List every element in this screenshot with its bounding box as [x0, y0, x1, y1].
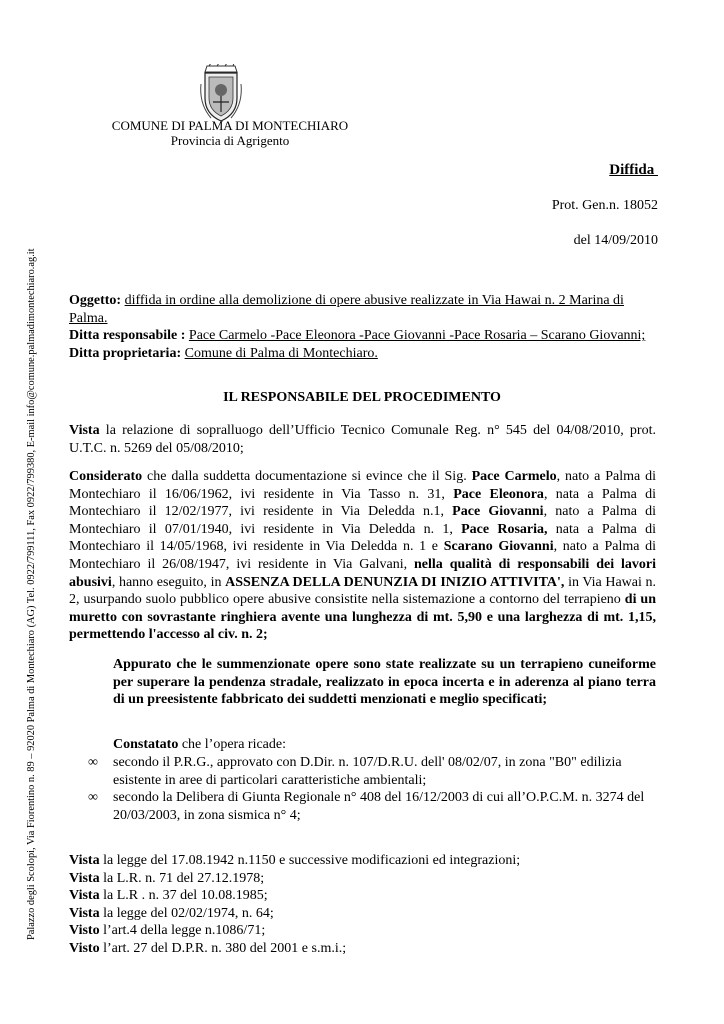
ditta-proprietaria-text: Comune di Palma di Montechiaro. — [184, 345, 378, 361]
provincia-name: Provincia di Agrigento — [170, 133, 290, 148]
person-name: Pace Eleonora — [453, 486, 544, 502]
ditta-proprietaria-label: Ditta proprietaria: — [69, 345, 182, 361]
list-item — [69, 852, 656, 870]
list-item — [69, 887, 656, 905]
vista-relazione-text: la relazione di sopralluogo dell’Ufficio Tecnico Comunale Reg. n° 545 del 04/08/2010, prot. U.T.C. n. 5269 del 05/08/2010; — [69, 423, 656, 456]
visto-label: Visto — [69, 940, 100, 956]
vista-label: Vista — [69, 423, 100, 438]
list-item — [69, 905, 656, 923]
visto-label: Vista — [69, 870, 100, 886]
appurato-paragraph: Appurato che le summenzionate opere sono state realizzate su un terrapieno cuneiforme per superare la pendenza stradale, realizzato in epoca incerta e in aderenza al piano terra di un preesistente fabbricato dei suddetti menzionati e meglio specificati; — [113, 657, 656, 708]
considerato-text: , nata a Palma di Montechiaro il 12/02/1977, ivi residente in Via Deledda n.1, — [69, 486, 657, 520]
visto-text: la L.R . n. 37 del 10.08.1985; — [99, 888, 268, 904]
doc-type: Diffida — [609, 162, 658, 178]
infinity-bullet-icon: ∞ — [88, 755, 98, 770]
oggetto-text: diffida in ordine alla demolizione di opere abusive realizzate in Via Hawai n. 2 Marina di Palma. — [69, 293, 624, 326]
considerato-label: Considerato — [69, 469, 143, 484]
person-name: Scarano Giovanni — [443, 539, 554, 555]
bold-phrase: nella qualità di responsabili dei lavori abusivi — [69, 556, 656, 590]
visti-list — [69, 852, 656, 958]
document-date: del 14/09/2010 — [573, 233, 658, 248]
sidebar-address: Palazzo degli Scolopi, Via Fiorentino n. 89 – 92020 Palma di Montechiaro (AG) Tel. 0922/799111, Fax 0922/799380, E-mail info@comune.palmadimontechiaro.ag.it — [26, 248, 37, 940]
considerato-text: in Via Hawai n. 2, usurpando suolo pubblico opere abusive consistite nella sistemazione a contorno del terrapieno — [69, 574, 656, 608]
infinity-bullet-icon: ∞ — [88, 790, 98, 806]
subject-block — [69, 292, 656, 362]
considerato-text: , hanno eseguito, in — [111, 574, 226, 590]
considerato-text: , nato a Palma di Montechiaro il 16/06/1962, ivi residente in Via Tasso n. 31, — [69, 469, 657, 502]
constatato-line — [113, 736, 656, 754]
list-item — [88, 789, 656, 824]
person-name: Pace Rosaria, — [461, 521, 548, 537]
visto-label: Vista — [69, 905, 100, 921]
vista-relazione — [69, 422, 656, 457]
visto-text: la legge del 17.08.1942 n.1150 e successive modificazioni ed integrazioni; — [99, 853, 521, 868]
comune-name: COMUNE DI PALMA DI MONTECHIARO — [111, 118, 349, 133]
visto-label: Visto — [69, 923, 100, 939]
considerato-text: , nato a Palma di Montechiaro il 07/01/1940, ivi residente in Via Deledda n. 1, — [69, 504, 656, 537]
list-item — [69, 870, 656, 888]
oggetto-label: Oggetto: — [69, 293, 122, 308]
ditta-responsabile-label: Ditta responsabile : — [69, 328, 186, 344]
considerato-text: nata a Palma di Montechiaro il 14/05/1968, ivi residente in Via Deledda n. 1 e — [69, 521, 656, 555]
visto-text: l’art.4 della legge n.1086/71; — [99, 923, 266, 939]
considerato-paragraph — [69, 468, 656, 644]
visto-label: Vista — [69, 853, 100, 868]
constatato-text: che l’opera ricade: — [178, 737, 286, 752]
bullet-text: secondo il P.R.G., approvato con D.Dir. n. 107/D.R.U. dell' 08/02/07, in zona "B0" edilizia esistente in aree di particolari caratteristiche ambientali; — [113, 755, 622, 788]
visto-label: Vista — [69, 888, 100, 904]
considerato-text: che dalla suddetta documentazione si evince che il Sig. — [142, 469, 472, 484]
municipal-crest-icon — [199, 64, 243, 124]
list-item — [69, 940, 656, 958]
bold-phrase: di un muretto con sovrastante ringhiera avente una lunghezza di mt. 5,90 e una larghezza di mt. 1,15, permettendo l'accesso al civ. n. 2; — [69, 592, 656, 643]
person-name: Pace Giovanni — [452, 504, 544, 520]
constatato-label: Constatato — [113, 737, 179, 752]
visto-text: la L.R. n. 71 del 27.12.1978; — [99, 870, 265, 886]
protocol-number: Prot. Gen.n. 18052 — [551, 198, 658, 213]
list-item — [69, 922, 656, 940]
bullet-text: secondo la Delibera di Giunta Regionale n° 408 del 16/12/2003 di cui all’O.P.C.M. n. 3274 del 20/03/2003, in zona sismica n° 4; — [113, 790, 645, 823]
bold-phrase: ASSENZA DELLA DENUNZIA DI INIZIO ATTIVITA', — [225, 574, 565, 590]
oggetto-line — [69, 292, 656, 327]
person-name: Pace Carmelo — [471, 469, 557, 484]
ditta-responsabile-line — [69, 327, 656, 345]
ditta-proprietaria-line — [69, 345, 656, 363]
visto-text: la legge del 02/02/1974, n. 64; — [99, 905, 274, 921]
bullet-list — [88, 754, 656, 824]
list-item — [88, 754, 656, 789]
section-title: IL RESPONSABILE DEL PROCEDIMENTO — [223, 390, 501, 405]
considerato-text: , nato a Palma di Montechiaro il 26/08/1947, ivi residente in Via Galvani, — [69, 539, 657, 572]
visto-text: l’art. 27 del D.P.R. n. 380 del 2001 e s.m.i.; — [99, 940, 347, 956]
ditta-responsabile-text: Pace Carmelo -Pace Eleonora -Pace Giovanni -Pace Rosaria – Scarano Giovanni; — [188, 328, 646, 344]
